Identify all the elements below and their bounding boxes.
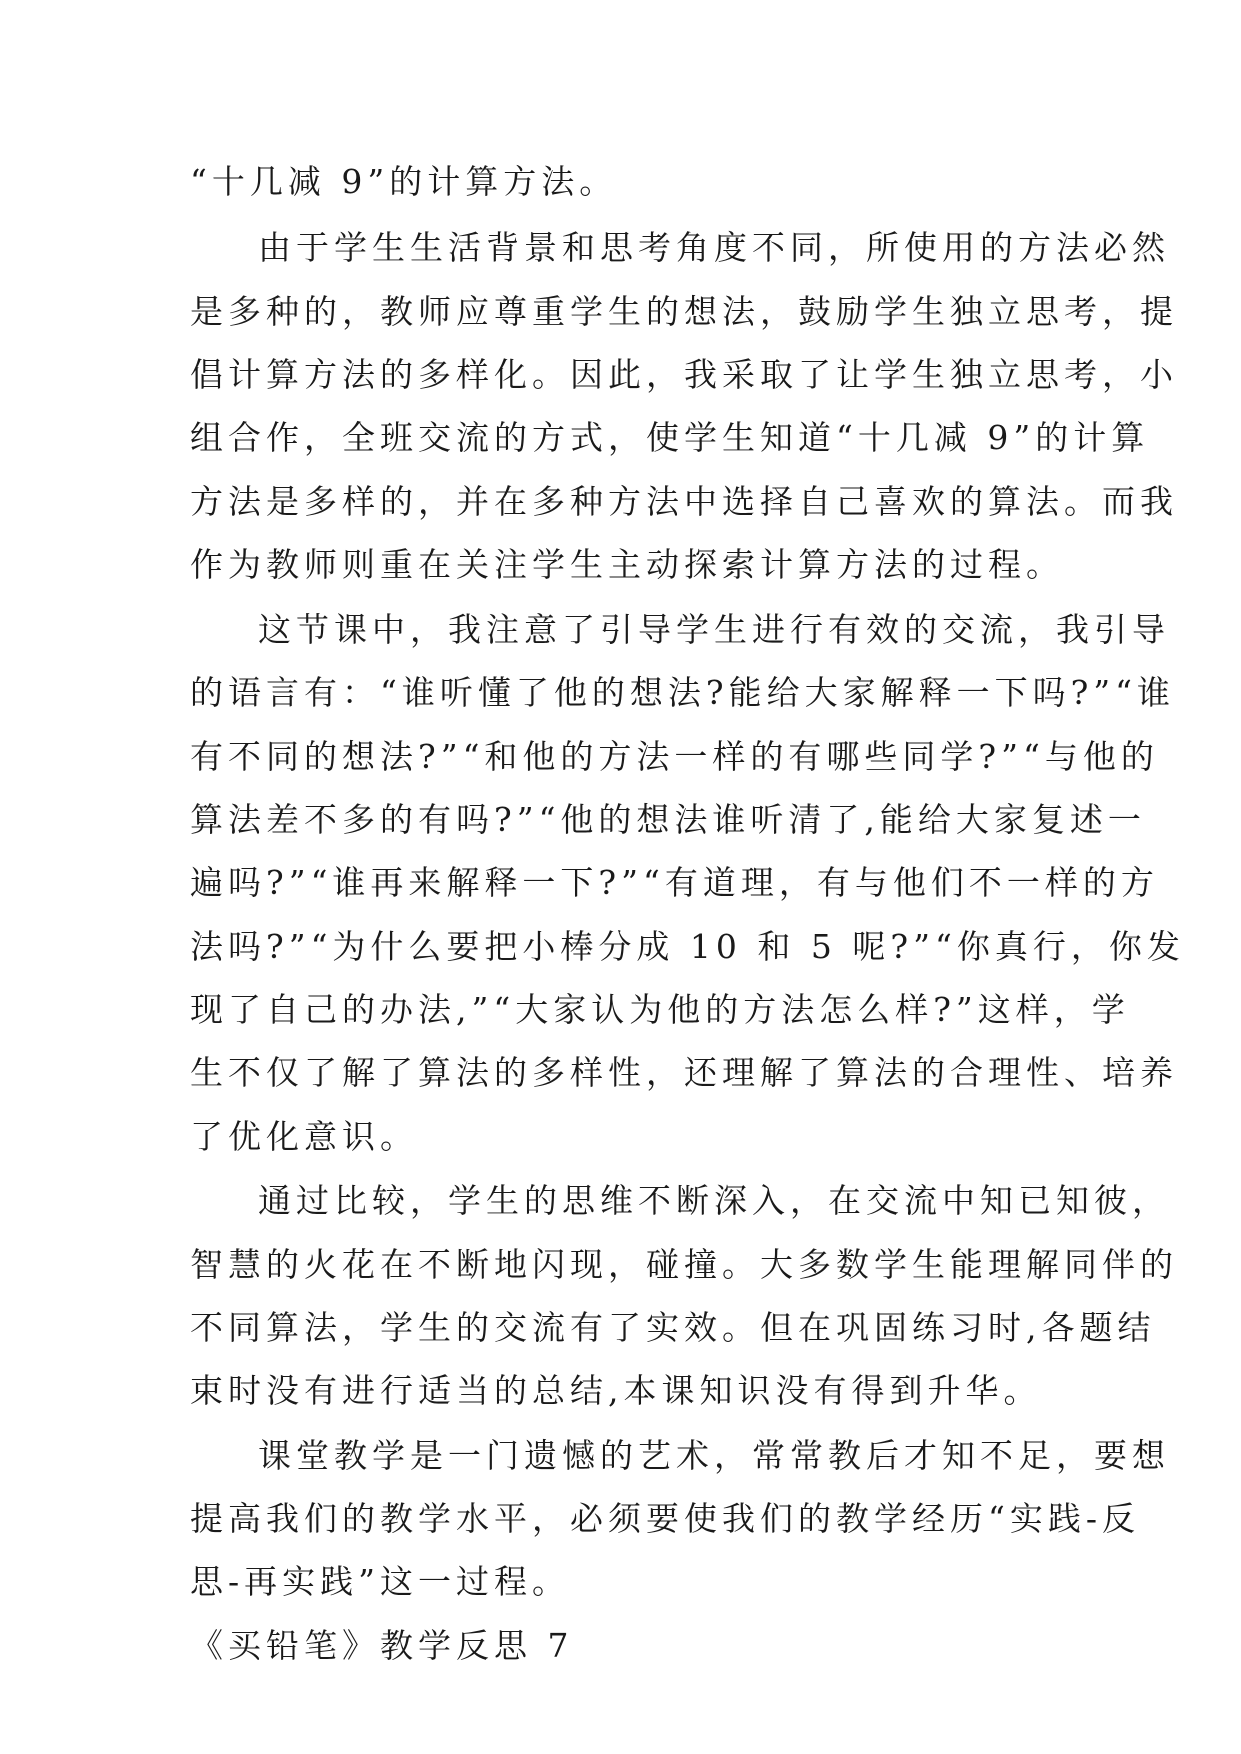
text-line: 法吗?”“为什么要把小棒分成 10 和 5 呢?”“你真行，你发	[190, 927, 1185, 966]
text-line: 是多种的，教师应尊重学生的想法，鼓励学生独立思考，提	[190, 292, 1178, 331]
text-line: 算法差不多的有吗?”“他的想法谁听清了,能给大家复述一	[190, 800, 1146, 839]
text-line: 有不同的想法?”“和他的方法一样的有哪些同学?”“与他的	[190, 737, 1159, 776]
text-line: 作为教师则重在关注学生主动探索计算方法的过程。	[190, 545, 1064, 584]
paragraph-start: 课堂教学是一门遗憾的艺术，常常教后才知不足，要想	[258, 1436, 1170, 1475]
paragraph-start: 通过比较，学生的思维不断深入，在交流中知已知彼，	[258, 1181, 1170, 1220]
text-line: 遍吗?”“谁再来解释一下?”“有道理，有与他们不一样的方	[190, 863, 1159, 902]
text-line: “十几减 9”的计算方法。	[190, 162, 618, 201]
paragraph-start: 这节课中，我注意了引导学生进行有效的交流，我引导	[258, 610, 1170, 649]
text-line: 提高我们的教学水平，必须要使我们的教学经历“实践-反	[190, 1499, 1141, 1538]
text-line: 了优化意识。	[190, 1117, 418, 1156]
text-line: 智慧的火花在不断地闪现，碰撞。大多数学生能理解同伴的	[190, 1245, 1178, 1284]
text-line: 束时没有进行适当的总结,本课知识没有得到升华。	[190, 1371, 1042, 1410]
section-heading: 《买铅笔》教学反思 7	[190, 1626, 574, 1665]
text-line: 组合作，全班交流的方式，使学生知道“十几减 9”的计算	[190, 418, 1150, 457]
text-line: 方法是多样的，并在多种方法中选择自己喜欢的算法。而我	[190, 482, 1178, 521]
paragraph-start: 由于学生生活背景和思考角度不同，所使用的方法必然	[258, 228, 1170, 267]
text-line: 倡计算方法的多样化。因此，我采取了让学生独立思考，小	[190, 355, 1178, 394]
text-line: 不同算法，学生的交流有了实效。但在巩固练习时,各题结	[190, 1308, 1156, 1347]
text-line: 生不仅了解了算法的多样性，还理解了算法的合理性、培养	[190, 1053, 1178, 1092]
text-line: 现了自己的办法,”“大家认为他的方法怎么样?”这样，学	[190, 990, 1130, 1029]
text-line: 的语言有：“谁听懂了他的想法?能给大家解释一下吗?”“谁	[190, 673, 1175, 712]
text-line: 思-再实践”这一过程。	[190, 1562, 571, 1601]
